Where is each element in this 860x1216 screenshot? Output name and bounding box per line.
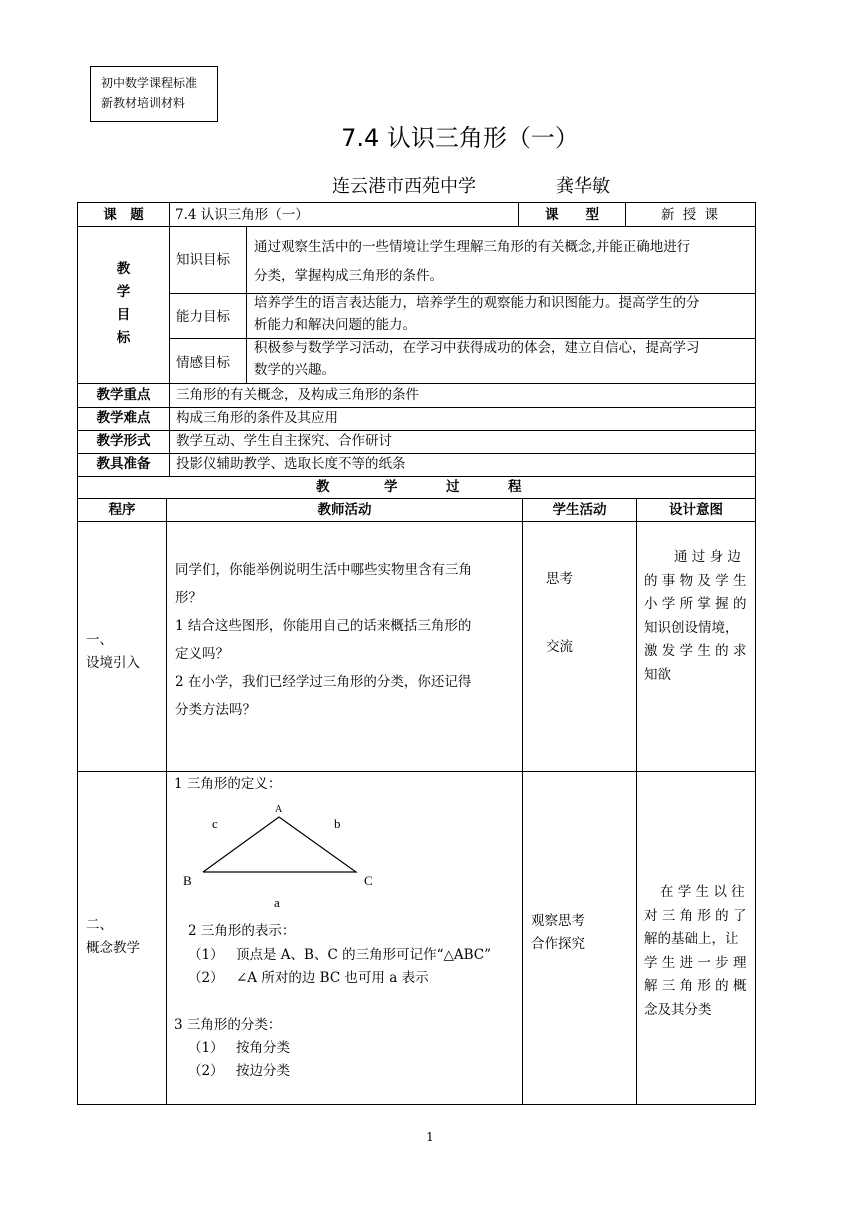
- type-value: 新 授 课: [660, 207, 721, 223]
- stage2-student-activity: 观察思考 合作探究: [531, 913, 585, 952]
- stamp-line-1: 初中数学课程标准: [101, 76, 198, 90]
- vertex-c-label: C: [364, 873, 373, 888]
- classification-by-side: 按边分类: [236, 1063, 290, 1079]
- col-intent: 设计意图: [669, 502, 723, 518]
- representation-2: ∠A 所对的边 BC 也可用 a 表示: [236, 970, 429, 986]
- topic-label: 课 题: [103, 207, 144, 223]
- triangle-abc-diagram: [170, 798, 390, 918]
- triangle-definition-heading: 1 三角形的定义：: [174, 776, 282, 792]
- stage2-intent: 在 学 生 以 往 对 三 角 形 的 了 解的基础上，让 学 生 进 一 步 理 解 三 角 形 的 概 念及其分类: [644, 884, 747, 1018]
- emotion-goal-text: 积极参与数学学习活动，在学习中获得成功的体会，建立自信心，提高学习 数学的兴趣。: [254, 340, 700, 378]
- side-c-label: c: [212, 816, 218, 831]
- knowledge-goal-text: 通过观察生活中的一些情境让学生理解三角形的有关概念,并能正确地进行 分类，掌握构成三角形的条件。: [254, 239, 691, 284]
- difficulty-value: 构成三角形的条件及其应用: [176, 410, 338, 426]
- vertex-b-label: B: [183, 873, 192, 888]
- difficulty-label: 教学难点: [96, 410, 151, 426]
- emotion-goal-label: 情感目标: [176, 355, 230, 371]
- vertex-a-label: A: [275, 804, 283, 815]
- side-b-label: b: [334, 816, 341, 831]
- side-a-label: a: [274, 895, 280, 910]
- goals-label: 教 学 目 标: [116, 261, 131, 346]
- tools-value: 投影仪辅助教学、选取长度不等的纸条: [176, 456, 406, 472]
- stage2-name: 二、 概念教学: [86, 917, 140, 956]
- stamp-line-2: 新教材培训材料: [101, 96, 186, 110]
- key-point-label: 教学重点: [96, 387, 151, 403]
- col-procedure: 程序: [108, 502, 136, 518]
- stage1-name: 一、 设境引入: [86, 632, 140, 671]
- page-title: 7.4 认识三角形（一）: [341, 124, 579, 152]
- representation-1: 顶点是 A、B、C 的三角形可记作“△ABC”: [236, 947, 492, 963]
- ability-goal-text: 培养学生的语言表达能力，培养学生的观察能力和识图能力。提高学生的分 析能力和解决问题的能力。: [254, 295, 700, 333]
- stage1-student-think: 思考: [546, 571, 573, 587]
- classification-by-angle: 按角分类: [236, 1040, 290, 1056]
- tools-label: 教具准备: [96, 456, 151, 472]
- stage1-intent: 通 过 身 边 的 事 物 及 学 生 小 学 所 掌 握 的 知识创设情境， 激 发 学 生 的 求 知欲: [644, 549, 747, 683]
- representation-1-num: （1）: [188, 947, 224, 963]
- col-student: 学生活动: [552, 502, 607, 518]
- type-label: 课 型: [545, 207, 599, 223]
- page-number: 1: [426, 1130, 434, 1144]
- training-material-stamp: [90, 66, 218, 122]
- representation-2-num: （2）: [188, 970, 224, 986]
- triangle-classification-heading: 3 三角形的分类：: [174, 1017, 282, 1033]
- format-label: 教学形式: [96, 433, 151, 449]
- triangle-representation-heading: 2 三角形的表示：: [188, 923, 296, 939]
- col-teacher: 教师活动: [317, 502, 372, 518]
- author-name: 龚华敏: [556, 176, 610, 197]
- classification-2-num: （2）: [188, 1063, 224, 1079]
- key-point-value: 三角形的有关概念，及构成三角形的条件: [176, 387, 419, 403]
- stage1-student-discuss: 交流: [546, 639, 573, 655]
- ability-goal-label: 能力目标: [176, 309, 230, 325]
- format-value: 教学互动、学生自主探究、合作研讨: [176, 433, 392, 449]
- classification-1-num: （1）: [188, 1040, 224, 1056]
- knowledge-goal-label: 知识目标: [176, 252, 230, 268]
- stage1-teacher-activity: 同学们，你能举例说明生活中哪些实物里含有三角 形？ 1 结合这些图形，你能用自己的话来概括三角形的 定义吗？ 2 在小学，我们已经学过三角形的分类，你还记得 分类方法吗？: [175, 562, 472, 718]
- topic-value: 7.4 认识三角形（一）: [175, 207, 309, 223]
- school-name: 连云港市西苑中学: [332, 176, 476, 197]
